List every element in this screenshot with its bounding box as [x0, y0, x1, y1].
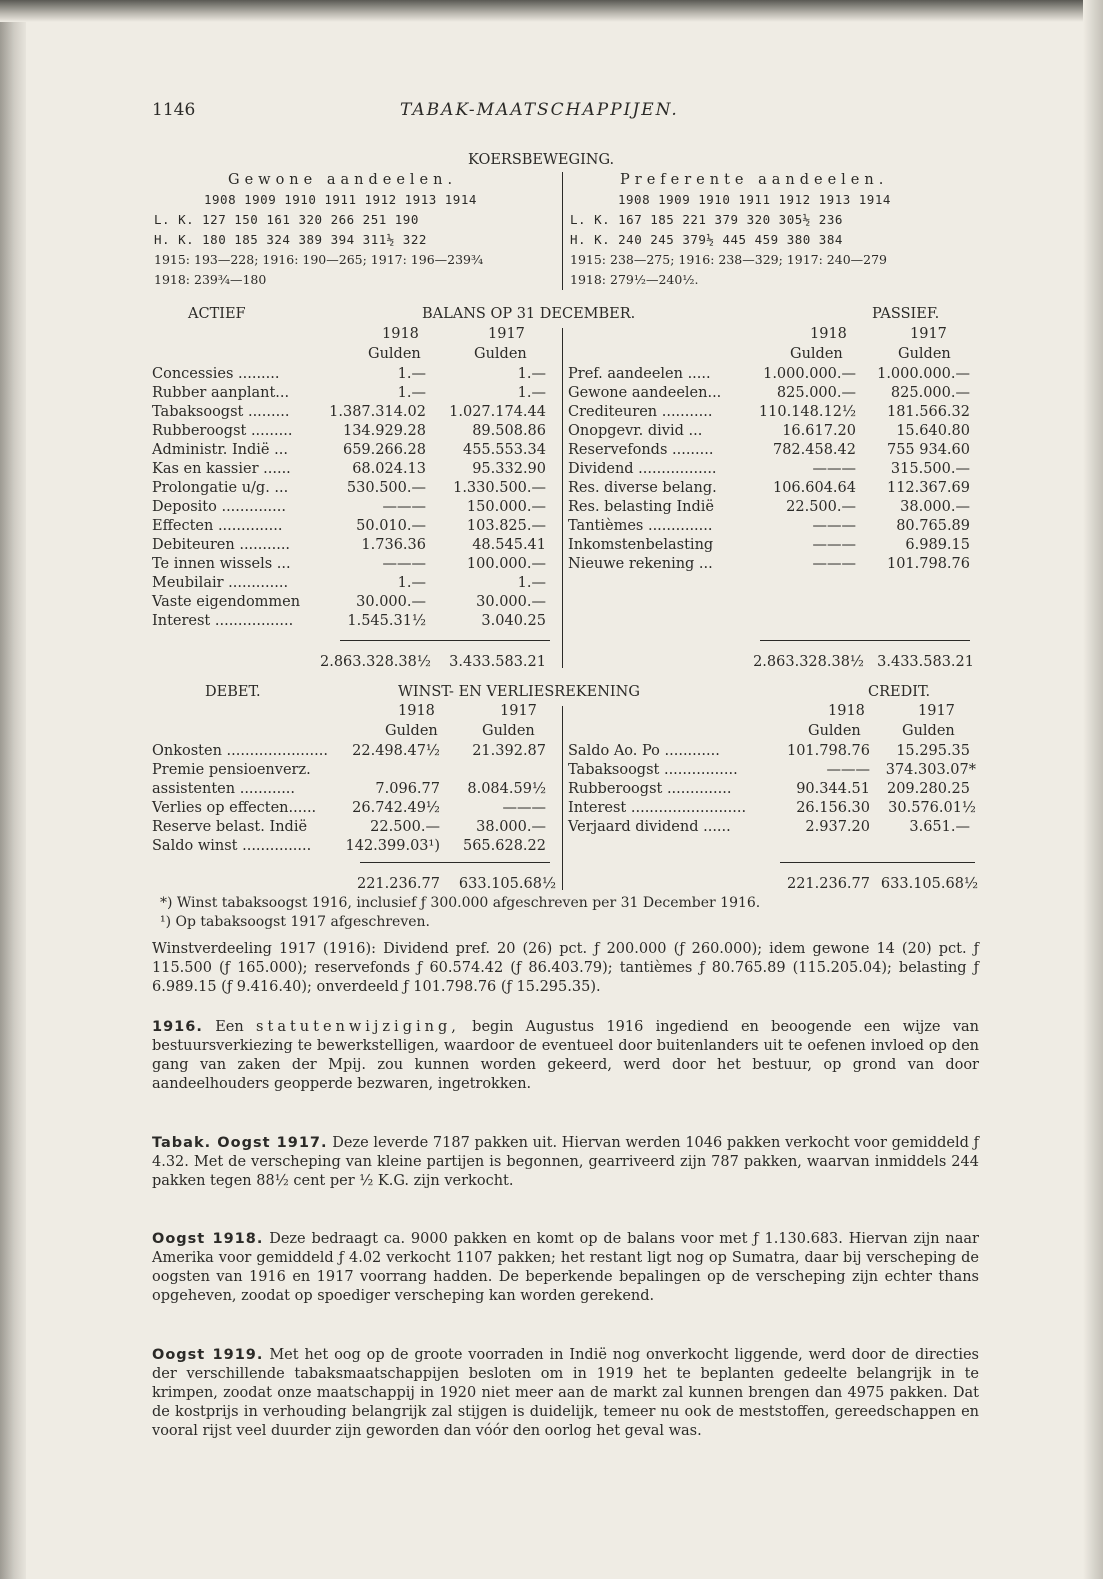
actief-row-1917: 100.000.— — [466, 556, 546, 572]
debet-row-label: assistenten ............ — [152, 781, 296, 797]
actief-row-1917: 30.000.— — [476, 594, 546, 610]
balans-actief-unit-1918: Gulden — [368, 346, 421, 362]
passief-row-1917: 38.000.— — [900, 499, 970, 515]
winst-debet-unit-1918: Gulden — [385, 723, 438, 739]
debet-row-label: Onkosten ...................... — [152, 743, 328, 759]
actief-row-label: Tabaksoogst ......... — [152, 404, 290, 420]
credit-total-1918: 221.236.77 — [786, 876, 870, 892]
koers-gewone-title: Gewone aandeelen. — [228, 172, 458, 188]
section-oogst-1919 — [152, 1346, 979, 1441]
passief-row-label: Inkomstenbelasting — [568, 537, 714, 553]
passief-row-1917: 101.798.76 — [886, 556, 970, 572]
actief-row-1918: 1.— — [397, 385, 426, 401]
credit-row-1918: 101.798.76 — [786, 743, 870, 759]
actief-total-1918: 2.863.328.38½ — [320, 654, 431, 670]
koers-gewone-lk: L. K. 127 150 161 320 266 251 190 — [154, 212, 419, 227]
credit-row-1917: 209.280.25 — [886, 781, 970, 797]
section-1916 — [152, 1018, 979, 1094]
page-right-edge — [1083, 0, 1103, 1579]
balans-passief-year-1918: 1918 — [810, 326, 847, 342]
winst-debet-title: DEBET. — [205, 684, 261, 700]
passief-row-1917: 825.000.— — [890, 385, 970, 401]
passief-row-1918: 22.500.— — [786, 499, 856, 515]
actief-row-1918: 1.— — [397, 366, 426, 382]
actief-row-label: Rubberoogst ......... — [152, 423, 293, 439]
passief-row-1918: 782.458.42 — [772, 442, 856, 458]
debet-row-1917: ——— — [502, 800, 546, 816]
actief-row-1918: 659.266.28 — [342, 442, 426, 458]
credit-row-label: Rubberoogst .............. — [568, 781, 732, 797]
passief-row-label: Reservefonds ......... — [568, 442, 714, 458]
winst-debet-year-1917: 1917 — [500, 703, 537, 719]
credit-row-1918: 26.156.30 — [796, 800, 870, 816]
actief-total-rule — [340, 640, 550, 641]
koers-preferente-years-1915: 1915: 238—275; 1916: 238—329; 1917: 240—279 — [570, 252, 888, 267]
credit-row-label: Verjaard dividend ...... — [568, 819, 731, 835]
credit-row-1918: ——— — [826, 762, 870, 778]
section-1916-spaced: statutenwijziging, — [256, 1019, 460, 1035]
winst-divider — [562, 706, 563, 890]
section-oogst-1919-text: Met het oog op de groote voorraden in Indië nog onverkocht liggende, werd door de directies der verschillende tabaksmaatschappijen besloten om in 1919 het te beplanten gedeelte belangrijk in te krimpen, zoodat onze maatschappij in 1920 niet meer aan de markt zal kunnen brengen dan 4975 pakken. Dat de kostprijs in verhouding belangrijk zal stijgen is duidelijk, temeer nu ook de meststoffen, gereedschappen en vooral rijst veel duurder zijn geworden dan vóór den oorlog het geval was. — [152, 1347, 980, 1439]
balans-title: BALANS OP 31 DECEMBER. — [422, 306, 636, 322]
credit-row-label: Tabaksoogst ................ — [568, 762, 738, 778]
section-1916-pre: Een — [215, 1019, 244, 1035]
actief-row-1917: 103.825.— — [466, 518, 546, 534]
actief-row-1918: 134.929.28 — [342, 423, 426, 439]
debet-row-1917: 565.628.22 — [462, 838, 546, 854]
koers-preferente-hk: H. K. 240 245 379½ 445 459 380 384 — [570, 232, 843, 247]
passief-row-1917: 181.566.32 — [886, 404, 970, 420]
passief-row-1917: 755 934.60 — [886, 442, 970, 458]
passief-total-1917: 3.433.583.21 — [877, 654, 974, 670]
debet-row-label: Verlies op effecten...... — [152, 800, 317, 816]
debet-row-1917: 21.392.87 — [472, 743, 546, 759]
actief-row-label: Meubilair ............. — [152, 575, 289, 591]
koers-gewone-hk: H. K. 180 185 324 389 394 311½ 322 — [154, 232, 427, 247]
section-oogst-1917-lead: Tabak. Oogst 1917. — [152, 1135, 328, 1151]
page-top-edge — [0, 0, 1103, 22]
koers-preferente-title: Preferente aandeelen. — [620, 172, 889, 188]
winst-credit-title: CREDIT. — [868, 684, 931, 700]
passief-row-1917: 1.000.000.— — [877, 366, 970, 382]
passief-row-label: Pref. aandeelen ..... — [568, 366, 711, 382]
passief-row-label: Gewone aandeelen... — [568, 385, 722, 401]
actief-row-label: Concessies ......... — [152, 366, 280, 382]
credit-row-1917: 3.651.— — [909, 819, 970, 835]
credit-row-label: Saldo Ao. Po ............ — [568, 743, 720, 759]
credit-row-1918: 2.937.20 — [805, 819, 870, 835]
passief-row-label: Dividend ................. — [568, 461, 717, 477]
actief-row-1917: 89.508.86 — [472, 423, 546, 439]
winst-credit-unit-1918: Gulden — [808, 723, 861, 739]
passief-row-1917: 112.367.69 — [886, 480, 970, 496]
footnote-star: *) Winst tabaksoogst 1916, inclusief ƒ 300.000 afgeschreven per 31 December 1916. — [160, 895, 761, 911]
passief-row-1918: 16.617.20 — [782, 423, 856, 439]
debet-row-1918: 22.500.— — [370, 819, 440, 835]
winstverdeeling-paragraph: Winstverdeeling 1917 (1916): Dividend pref. 20 (26) pct. ƒ 200.000 (ƒ 260.000); idem gewone 14 (20) pct. ƒ 115.500 (ƒ 165.000); reservefonds ƒ 60.574.42 (ƒ 86.403.79); tantièmes ƒ 80.765.89 (115.205.04); belasting ƒ 6.989.15 (ƒ 9.416.40); onverdeeld ƒ 101.798.76 (ƒ 15.295.35). — [152, 941, 979, 995]
actief-row-1918: 1.387.314.02 — [329, 404, 426, 420]
actief-row-1918: 50.010.— — [356, 518, 426, 534]
actief-row-1917: 1.330.500.— — [453, 480, 546, 496]
section-oogst-1918-text: Deze bedraagt ca. 9000 pakken en komt op de balans voor met ƒ 1.130.683. Hiervan zijn naar Amerika voor gemiddeld ƒ 4.02 verkocht 1107 pakken; het restant ligt nog op Sumatra, daar bij verscheping de oogsten van 1916 en 1917 voorrang hadden. De beperkende bepalingen op de verscheping zijn echter thans opgeheven, zoodat op spoediger verscheping kan worden gerekend. — [152, 1231, 979, 1304]
debet-row-1918: 142.399.03¹) — [345, 838, 440, 854]
passief-row-1918: ——— — [812, 518, 856, 534]
actief-row-1917: 1.— — [517, 366, 546, 382]
actief-row-1917: 455.553.34 — [462, 442, 546, 458]
balans-divider — [562, 328, 563, 668]
actief-row-1917: 95.332.90 — [472, 461, 546, 477]
passief-row-1918: ——— — [812, 537, 856, 553]
section-oogst-1917-text: Deze leverde 7187 pakken uit. Hiervan werden 1046 pakken verkocht voor gemiddeld ƒ 4.32. Met de verscheping van kleine partijen is begonnen, gearriveerd zijn 787 pakken, waarvan inmiddels 244 pakken tegen 88½ cent per ½ K.G. zijn verkocht. — [152, 1135, 979, 1189]
actief-total-1917: 3.433.583.21 — [449, 654, 546, 670]
credit-row-label: Interest ......................... — [568, 800, 747, 816]
section-oogst-1918-lead: Oogst 1918. — [152, 1231, 264, 1247]
actief-row-1918: 1.— — [397, 575, 426, 591]
actief-row-label: Rubber aanplant... — [152, 385, 290, 401]
actief-row-1918: 68.024.13 — [352, 461, 426, 477]
winst-credit-year-1918: 1918 — [828, 703, 865, 719]
actief-row-label: Interest ................. — [152, 613, 294, 629]
actief-row-label: Kas en kassier ...... — [152, 461, 291, 477]
balans-passief-year-1917: 1917 — [910, 326, 947, 342]
passief-total-1918: 2.863.328.38½ — [753, 654, 864, 670]
actief-row-1917: 1.027.174.44 — [449, 404, 546, 420]
passief-row-1918: 825.000.— — [776, 385, 856, 401]
section-oogst-1918 — [152, 1230, 979, 1306]
winst-credit-year-1917: 1917 — [918, 703, 955, 719]
koers-preferente-year-1918: 1918: 279½—240½. — [570, 272, 699, 287]
passief-row-label: Tantièmes .............. — [568, 518, 713, 534]
debet-row-1917: 8.084.59½ — [467, 781, 546, 797]
passief-row-1918: ——— — [812, 556, 856, 572]
balans-actief-year-1918: 1918 — [382, 326, 419, 342]
debet-row-label: Reserve belast. Indië — [152, 819, 308, 835]
passief-row-1917: 15.640.80 — [896, 423, 970, 439]
debet-total-rule — [360, 862, 550, 863]
page-title: TABAK-MAATSCHAPPIJEN. — [400, 100, 679, 120]
credit-row-1917: 30.576.01½ — [888, 800, 976, 816]
debet-row-1918: 22.498.47½ — [352, 743, 440, 759]
credit-row-1918: 90.344.51 — [796, 781, 870, 797]
koers-gewone-years: 1908 1909 1910 1911 1912 1913 1914 — [204, 192, 477, 207]
actief-row-1918: 1.545.31½ — [347, 613, 426, 629]
passief-row-label: Crediteuren ........... — [568, 404, 713, 420]
balans-passief-title: PASSIEF. — [872, 306, 940, 322]
page-number: 1146 — [152, 100, 196, 120]
actief-row-label: Deposito .............. — [152, 499, 286, 515]
passief-row-label: Res. diverse belang. — [568, 480, 717, 496]
passief-row-1918: 1.000.000.— — [763, 366, 856, 382]
koers-divider — [562, 172, 563, 290]
actief-row-label: Effecten .............. — [152, 518, 283, 534]
credit-total-rule — [780, 862, 975, 863]
actief-row-label: Administr. Indië ... — [152, 442, 288, 458]
passief-total-rule — [760, 640, 970, 641]
balans-actief-title: ACTIEF — [188, 306, 246, 322]
debet-row-label: Premie pensioenverz. — [152, 762, 311, 778]
section-1916-text: begin Augustus 1916 ingediend en beoogende een wijze van bestuursverkiezing te bewerkstelligen, waardoor de eventueel door buitenlanders uit te oefenen invloed op den gang van zaken der Mpij. zou kunnen worden gekeerd, werd door het bestuur, op grond van door aandeelhouders geopperde bezwaren, ingetrokken. — [152, 1019, 979, 1092]
actief-row-1918: ——— — [382, 556, 426, 572]
balans-actief-year-1917: 1917 — [488, 326, 525, 342]
passief-row-label: Nieuwe rekening ... — [568, 556, 713, 572]
koers-preferente-lk: L. K. 167 185 221 379 320 305½ 236 — [570, 212, 843, 227]
winst-debet-year-1918: 1918 — [398, 703, 435, 719]
balans-passief-unit-1918: Gulden — [790, 346, 843, 362]
footnote-one: ¹) Op tabaksoogst 1917 afgeschreven. — [160, 914, 430, 930]
passief-row-1918: 110.148.12½ — [758, 404, 856, 420]
balans-passief-unit-1917: Gulden — [898, 346, 951, 362]
debet-row-1918: 26.742.49½ — [352, 800, 440, 816]
actief-row-1918: 30.000.— — [356, 594, 426, 610]
passief-row-1917: 80.765.89 — [896, 518, 970, 534]
koers-title: KOERSBEWEGING. — [468, 152, 615, 168]
section-1916-lead: 1916. — [152, 1019, 203, 1035]
actief-row-label: Te innen wissels ... — [152, 556, 291, 572]
passief-row-label: Res. belasting Indië — [568, 499, 715, 515]
debet-row-1918: 7.096.77 — [375, 781, 440, 797]
actief-row-1917: 48.545.41 — [472, 537, 546, 553]
actief-row-1917: 1.— — [517, 575, 546, 591]
actief-row-1917: 1.— — [517, 385, 546, 401]
book-spine — [0, 0, 26, 1579]
actief-row-label: Prolongatie u/g. ... — [152, 480, 289, 496]
actief-row-label: Vaste eigendommen — [152, 594, 301, 610]
koers-gewone-years-1915: 1915: 193—228; 1916: 190—265; 1917: 196—239¾ — [154, 252, 484, 267]
winst-debet-unit-1917: Gulden — [482, 723, 535, 739]
credit-row-1917: 374.303.07* — [885, 762, 976, 778]
actief-row-1917: 3.040.25 — [481, 613, 546, 629]
actief-row-label: Debiteuren ........... — [152, 537, 291, 553]
section-oogst-1919-lead: Oogst 1919. — [152, 1347, 264, 1363]
debet-total-1917: 633.105.68½ — [458, 876, 556, 892]
credit-total-1917: 633.105.68½ — [880, 876, 978, 892]
actief-row-1918: 530.500.— — [346, 480, 426, 496]
passief-row-1917: 6.989.15 — [905, 537, 970, 553]
winst-title: WINST- EN VERLIESREKENING — [398, 684, 640, 700]
debet-total-1918: 221.236.77 — [356, 876, 440, 892]
actief-row-1918: 1.736.36 — [361, 537, 426, 553]
debet-row-1917: 38.000.— — [476, 819, 546, 835]
passief-row-1918: ——— — [812, 461, 856, 477]
koers-gewone-year-1918: 1918: 239¾—180 — [154, 272, 267, 287]
passief-row-1917: 315.500.— — [890, 461, 970, 477]
actief-row-1917: 150.000.— — [466, 499, 546, 515]
actief-row-1918: ——— — [382, 499, 426, 515]
section-oogst-1917 — [152, 1134, 979, 1191]
passief-row-label: Onopgevr. divid ... — [568, 423, 703, 439]
debet-row-label: Saldo winst ............... — [152, 838, 312, 854]
credit-row-1917: 15.295.35 — [896, 743, 970, 759]
passief-row-1918: 106.604.64 — [772, 480, 856, 496]
balans-actief-unit-1917: Gulden — [474, 346, 527, 362]
winst-credit-unit-1917: Gulden — [902, 723, 955, 739]
koers-preferente-years: 1908 1909 1910 1911 1912 1913 1914 — [618, 192, 891, 207]
